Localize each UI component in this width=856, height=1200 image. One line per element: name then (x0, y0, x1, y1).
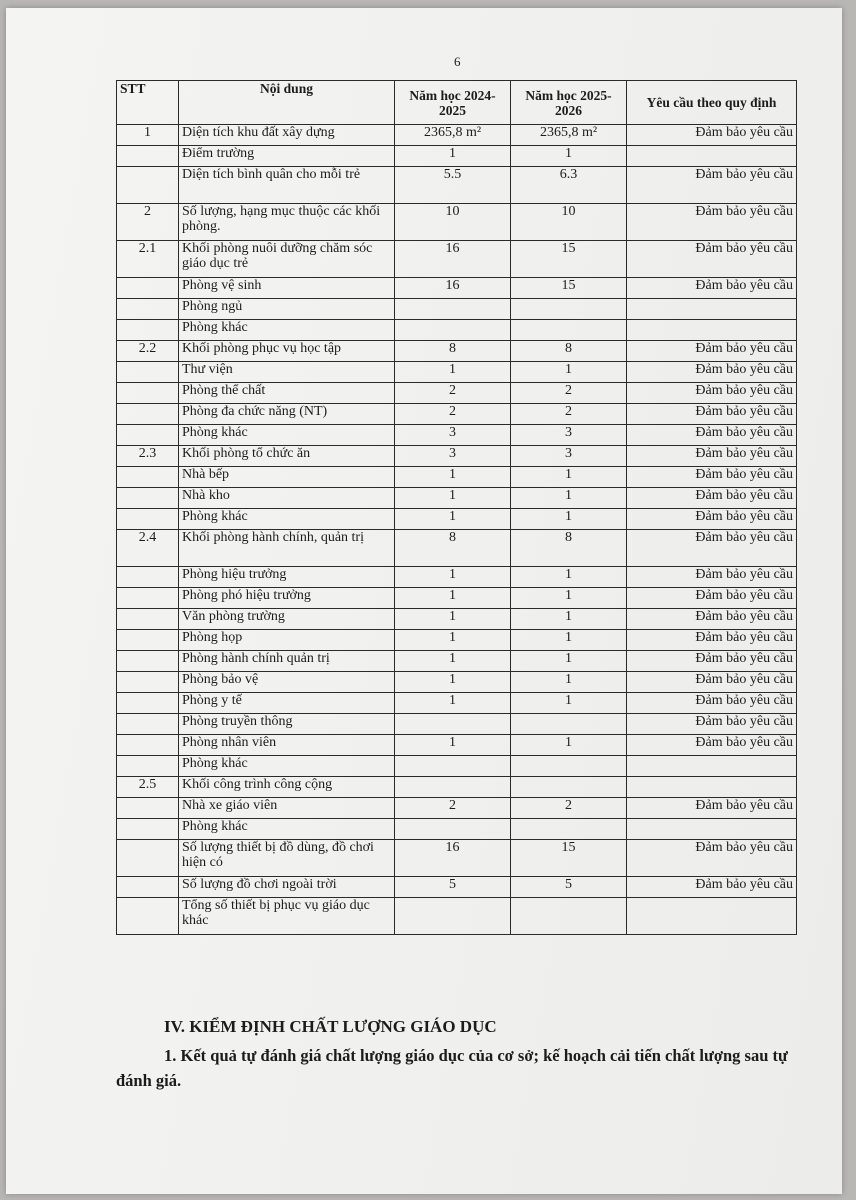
header-year-2025-2026: Năm học 2025-2026 (511, 81, 627, 125)
row-requirement (627, 898, 797, 935)
row-requirement: Đảm bảo yêu cầu (627, 567, 797, 588)
row-content: Thư viện (179, 362, 395, 383)
row-year-2024-2025: 1 (395, 735, 511, 756)
row-year-2024-2025 (395, 714, 511, 735)
row-year-2025-2026: 1 (511, 362, 627, 383)
table-row (117, 299, 797, 320)
table-row (117, 425, 797, 446)
row-content: Phòng hiệu trưởng (179, 567, 395, 588)
row-stt (117, 735, 179, 756)
row-stt: 2.3 (117, 446, 179, 467)
row-requirement: Đảm bảo yêu cầu (627, 840, 797, 877)
table-row (117, 819, 797, 840)
table-row (117, 877, 797, 898)
table-body (117, 125, 797, 935)
row-requirement (627, 146, 797, 167)
row-year-2025-2026: 1 (511, 672, 627, 693)
header-requirement: Yêu cầu theo quy định (627, 81, 797, 125)
row-requirement: Đảm bảo yêu cầu (627, 488, 797, 509)
table-row (117, 146, 797, 167)
row-year-2024-2025: 8 (395, 530, 511, 567)
row-requirement: Đảm bảo yêu cầu (627, 714, 797, 735)
row-year-2025-2026 (511, 756, 627, 777)
row-stt (117, 299, 179, 320)
row-requirement: Đảm bảo yêu cầu (627, 672, 797, 693)
row-stt: 2 (117, 204, 179, 241)
row-year-2024-2025: 1 (395, 588, 511, 609)
table-row (117, 530, 797, 567)
row-year-2024-2025: 8 (395, 341, 511, 362)
row-year-2025-2026: 1 (511, 735, 627, 756)
row-year-2024-2025: 1 (395, 693, 511, 714)
row-year-2024-2025: 5 (395, 877, 511, 898)
table-row (117, 341, 797, 362)
row-year-2025-2026: 1 (511, 588, 627, 609)
row-content: Phòng bảo vệ (179, 672, 395, 693)
row-stt: 2.1 (117, 241, 179, 278)
row-content: Tổng số thiết bị phục vụ giáo dục khác (179, 898, 395, 935)
row-year-2025-2026: 15 (511, 840, 627, 877)
header-year-2024-2025: Năm học 2024-2025 (395, 81, 511, 125)
row-stt (117, 798, 179, 819)
row-requirement: Đảm bảo yêu cầu (627, 404, 797, 425)
table-row (117, 630, 797, 651)
row-content: Nhà kho (179, 488, 395, 509)
row-content: Phòng thể chất (179, 383, 395, 404)
row-year-2024-2025 (395, 777, 511, 798)
row-year-2024-2025: 2 (395, 798, 511, 819)
row-requirement: Đảm bảo yêu cầu (627, 651, 797, 672)
row-content: Phòng đa chức năng (NT) (179, 404, 395, 425)
table-row (117, 672, 797, 693)
row-year-2025-2026 (511, 777, 627, 798)
row-content: Khối phòng hành chính, quản trị (179, 530, 395, 567)
row-requirement: Đảm bảo yêu cầu (627, 509, 797, 530)
row-year-2025-2026: 1 (511, 651, 627, 672)
row-requirement: Đảm bảo yêu cầu (627, 425, 797, 446)
row-requirement: Đảm bảo yêu cầu (627, 530, 797, 567)
row-requirement: Đảm bảo yêu cầu (627, 735, 797, 756)
row-year-2024-2025: 1 (395, 146, 511, 167)
table-row (117, 840, 797, 877)
table-row (117, 777, 797, 798)
row-year-2025-2026: 1 (511, 488, 627, 509)
row-requirement (627, 320, 797, 341)
row-year-2024-2025 (395, 299, 511, 320)
row-year-2025-2026: 1 (511, 693, 627, 714)
row-year-2024-2025: 2 (395, 404, 511, 425)
row-stt (117, 467, 179, 488)
table-row (117, 383, 797, 404)
table-row (117, 509, 797, 530)
row-content: Phòng nhân viên (179, 735, 395, 756)
row-content: Khối phòng nuôi dưỡng chăm sóc giáo dục trẻ (179, 241, 395, 278)
row-stt (117, 672, 179, 693)
row-content: Phòng hành chính quản trị (179, 651, 395, 672)
row-requirement: Đảm bảo yêu cầu (627, 362, 797, 383)
row-stt (117, 756, 179, 777)
row-requirement (627, 777, 797, 798)
row-year-2025-2026: 2 (511, 798, 627, 819)
row-year-2025-2026 (511, 714, 627, 735)
row-year-2025-2026: 1 (511, 567, 627, 588)
row-year-2024-2025 (395, 898, 511, 935)
row-year-2024-2025: 3 (395, 425, 511, 446)
table-row (117, 320, 797, 341)
row-year-2025-2026: 1 (511, 609, 627, 630)
table-row (117, 241, 797, 278)
row-content: Khối phòng tổ chức ăn (179, 446, 395, 467)
row-requirement (627, 299, 797, 320)
row-stt (117, 320, 179, 341)
row-content: Khối công trình công cộng (179, 777, 395, 798)
table-row (117, 735, 797, 756)
row-stt (117, 362, 179, 383)
page-number: 6 (454, 54, 461, 69)
row-requirement: Đảm bảo yêu cầu (627, 278, 797, 299)
row-year-2025-2026: 3 (511, 425, 627, 446)
table-row (117, 278, 797, 299)
row-year-2025-2026: 2 (511, 404, 627, 425)
row-content: Diện tích khu đất xây dựng (179, 125, 395, 146)
row-year-2024-2025 (395, 756, 511, 777)
row-stt (117, 567, 179, 588)
row-year-2024-2025: 1 (395, 630, 511, 651)
table-row (117, 756, 797, 777)
row-stt (117, 714, 179, 735)
row-year-2025-2026: 6.3 (511, 167, 627, 204)
row-content: Nhà bếp (179, 467, 395, 488)
row-year-2025-2026: 5 (511, 877, 627, 898)
row-stt (117, 425, 179, 446)
table-row (117, 588, 797, 609)
row-stt (117, 167, 179, 204)
row-content: Phòng truyền thông (179, 714, 395, 735)
row-stt (117, 609, 179, 630)
row-year-2025-2026: 2 (511, 383, 627, 404)
row-stt (117, 693, 179, 714)
table-row (117, 798, 797, 819)
row-stt (117, 146, 179, 167)
row-year-2025-2026: 1 (511, 509, 627, 530)
row-stt (117, 488, 179, 509)
row-year-2025-2026 (511, 320, 627, 341)
row-stt: 2.2 (117, 341, 179, 362)
row-content: Diện tích bình quân cho mỗi trẻ (179, 167, 395, 204)
row-stt (117, 877, 179, 898)
row-year-2025-2026: 15 (511, 241, 627, 278)
row-requirement: Đảm bảo yêu cầu (627, 630, 797, 651)
row-content: Phòng phó hiệu trưởng (179, 588, 395, 609)
table-row (117, 467, 797, 488)
row-year-2024-2025: 1 (395, 509, 511, 530)
row-stt (117, 278, 179, 299)
row-content: Phòng y tế (179, 693, 395, 714)
row-year-2025-2026: 10 (511, 204, 627, 241)
row-stt: 1 (117, 125, 179, 146)
row-requirement: Đảm bảo yêu cầu (627, 446, 797, 467)
table-row (117, 125, 797, 146)
row-requirement: Đảm bảo yêu cầu (627, 467, 797, 488)
table-row (117, 362, 797, 383)
table-row (117, 898, 797, 935)
facilities-table (116, 80, 797, 935)
row-requirement (627, 819, 797, 840)
row-content: Nhà xe giáo viên (179, 798, 395, 819)
row-year-2025-2026: 8 (511, 341, 627, 362)
row-requirement (627, 756, 797, 777)
section-paragraph: 1. Kết quả tự đánh giá chất lượng giáo dục của cơ sở; kế hoạch cải tiến chất lượng sau tự đánh giá. (116, 1046, 788, 1090)
row-stt (117, 898, 179, 935)
row-requirement: Đảm bảo yêu cầu (627, 609, 797, 630)
row-requirement: Đảm bảo yêu cầu (627, 588, 797, 609)
row-content: Phòng khác (179, 425, 395, 446)
table-row (117, 651, 797, 672)
row-content: Phòng họp (179, 630, 395, 651)
row-requirement: Đảm bảo yêu cầu (627, 241, 797, 278)
row-year-2025-2026 (511, 898, 627, 935)
document-page (6, 8, 842, 1194)
row-year-2024-2025: 5.5 (395, 167, 511, 204)
row-year-2024-2025: 2365,8 m² (395, 125, 511, 146)
row-year-2025-2026: 1 (511, 630, 627, 651)
row-year-2025-2026: 1 (511, 467, 627, 488)
row-year-2024-2025: 16 (395, 840, 511, 877)
table-row (117, 446, 797, 467)
row-year-2024-2025: 16 (395, 241, 511, 278)
row-requirement: Đảm bảo yêu cầu (627, 125, 797, 146)
section-heading: IV. KIỂM ĐỊNH CHẤT LƯỢNG GIÁO DỤC (164, 1017, 497, 1036)
row-year-2024-2025 (395, 819, 511, 840)
row-content: Phòng khác (179, 756, 395, 777)
row-stt (117, 819, 179, 840)
row-stt (117, 588, 179, 609)
row-year-2024-2025: 1 (395, 672, 511, 693)
row-requirement: Đảm bảo yêu cầu (627, 204, 797, 241)
row-year-2025-2026 (511, 819, 627, 840)
row-requirement: Đảm bảo yêu cầu (627, 798, 797, 819)
row-year-2025-2026: 2365,8 m² (511, 125, 627, 146)
row-content: Phòng khác (179, 320, 395, 341)
row-content: Số lượng, hạng mục thuộc các khối phòng. (179, 204, 395, 241)
table-row (117, 567, 797, 588)
row-content: Khối phòng phục vụ học tập (179, 341, 395, 362)
row-year-2024-2025: 16 (395, 278, 511, 299)
table-row (117, 693, 797, 714)
row-year-2025-2026 (511, 299, 627, 320)
row-requirement: Đảm bảo yêu cầu (627, 383, 797, 404)
row-stt (117, 404, 179, 425)
row-year-2024-2025: 3 (395, 446, 511, 467)
table-row (117, 488, 797, 509)
row-requirement: Đảm bảo yêu cầu (627, 341, 797, 362)
row-year-2025-2026: 1 (511, 146, 627, 167)
table-row (117, 714, 797, 735)
row-year-2024-2025 (395, 320, 511, 341)
row-stt (117, 630, 179, 651)
row-stt: 2.5 (117, 777, 179, 798)
row-stt: 2.4 (117, 530, 179, 567)
row-requirement: Đảm bảo yêu cầu (627, 877, 797, 898)
row-stt (117, 651, 179, 672)
table-row (117, 609, 797, 630)
row-year-2024-2025: 1 (395, 488, 511, 509)
row-year-2025-2026: 8 (511, 530, 627, 567)
row-year-2024-2025: 1 (395, 651, 511, 672)
row-stt (117, 509, 179, 530)
row-content: Phòng khác (179, 509, 395, 530)
row-content: Phòng vệ sinh (179, 278, 395, 299)
header-content: Nội dung (179, 81, 395, 125)
table-row (117, 404, 797, 425)
row-year-2024-2025: 1 (395, 362, 511, 383)
row-content: Phòng khác (179, 819, 395, 840)
header-stt: STT (117, 81, 179, 125)
row-year-2025-2026: 3 (511, 446, 627, 467)
row-year-2024-2025: 10 (395, 204, 511, 241)
row-year-2024-2025: 2 (395, 383, 511, 404)
row-stt (117, 840, 179, 877)
row-year-2025-2026: 15 (511, 278, 627, 299)
row-requirement: Đảm bảo yêu cầu (627, 167, 797, 204)
row-content: Số lượng đồ chơi ngoài trời (179, 877, 395, 898)
row-year-2024-2025: 1 (395, 467, 511, 488)
row-year-2024-2025: 1 (395, 609, 511, 630)
row-content: Số lượng thiết bị đồ dùng, đồ chơi hiện có (179, 840, 395, 877)
row-content: Điểm trường (179, 146, 395, 167)
row-content: Phòng ngủ (179, 299, 395, 320)
row-stt (117, 383, 179, 404)
row-requirement: Đảm bảo yêu cầu (627, 693, 797, 714)
row-content: Văn phòng trường (179, 609, 395, 630)
table-row (117, 204, 797, 241)
row-year-2024-2025: 1 (395, 567, 511, 588)
table-row (117, 167, 797, 204)
